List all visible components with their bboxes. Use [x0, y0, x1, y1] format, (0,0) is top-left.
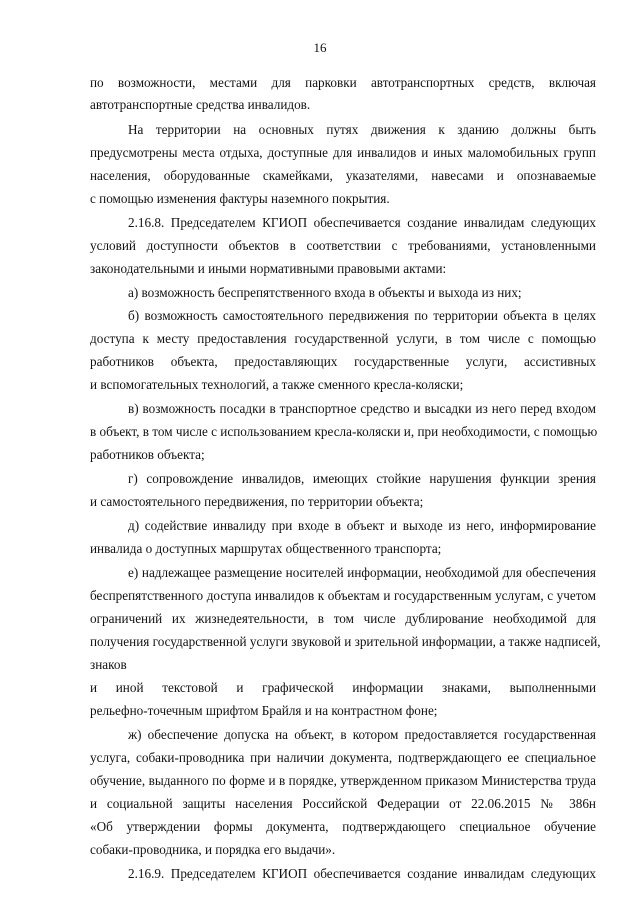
- text-line: беспрепятственного доступа инвалидов к объектам и государственным услугам, с учетом: [90, 588, 596, 603]
- text-line: населения, оборудованные скамейками, указателями, навесами и опознаваемые: [90, 168, 596, 183]
- text-line: работников объекта, предоставляющих государственные услуги, ассистивных: [90, 354, 596, 369]
- text-line: рельефно-точечным шрифтом Брайля и на контрастном фоне;: [90, 703, 438, 718]
- text-line: в объект, в том числе с использованием кресла-коляски и, при необходимости, с помощью: [90, 424, 598, 439]
- text-line: На территории на основных путях движения к зданию должны быть: [128, 122, 596, 137]
- text-line: услуга, собаки-проводника при наличии документа, подтверждающего ее специальное: [90, 750, 596, 765]
- text-line: и самостоятельного передвижения, по территории объекта;: [90, 494, 424, 509]
- text-line: «Об утверждении формы документа, подтверждающего специальное обучение: [90, 819, 596, 834]
- text-line: 2.16.8. Председателем КГИОП обеспечивается создание инвалидам следующих: [128, 215, 596, 230]
- text-line: и социальной защиты населения Российской Федерации от 22.06.2015 № 386н: [90, 796, 596, 811]
- text-line: в) возможность посадки в транспортное средство и высадки из него перед входом: [128, 401, 596, 416]
- text-line: с помощью изменения фактуры наземного покрытия.: [90, 191, 390, 206]
- text-line: предусмотрены места отдыха, доступные для инвалидов и иных маломобильных групп: [90, 145, 596, 160]
- text-line: ограничений их жизнедеятельности, в том числе дублирование необходимой для: [90, 611, 596, 626]
- text-line: автотранспортные средства инвалидов.: [90, 97, 311, 112]
- text-line: законодательными и иными нормативными правовыми актами:: [90, 261, 447, 276]
- text-line: и иной текстовой и графической информации знаками, выполненными: [90, 680, 596, 695]
- text-line: собаки-проводника, и порядка его выдачи».: [90, 842, 336, 857]
- text-line: и вспомогательных технологий, а также сменного кресла-коляски;: [90, 377, 464, 392]
- text-line: г) сопровождение инвалидов, имеющих стойкие нарушения функции зрения: [128, 471, 596, 486]
- text-line: д) содействие инвалиду при входе в объект и выходе из него, информирование: [128, 518, 596, 533]
- text-line: б) возможность самостоятельного передвижения по территории объекта в целях: [128, 308, 596, 323]
- text-line: ж) обеспечение допуска на объект, в котором предоставляется государственная: [128, 727, 596, 742]
- text-line: получения государственной услуги звуковой и зрительной информации, а также надписей,: [90, 634, 601, 649]
- page-number: 16: [313, 40, 327, 55]
- text-line: знаков: [90, 657, 127, 672]
- text-line: инвалида о доступных маршрутах общественного транспорта;: [90, 541, 442, 556]
- text-line: обучение, выданного по форме и в порядке, утвержденном приказом Министерства труда: [90, 773, 596, 788]
- text-line: по возможности, местами для парковки автотранспортных средств, включая: [90, 75, 596, 90]
- text-line: работников объекта;: [90, 447, 205, 462]
- text-line: 2.16.9. Председателем КГИОП обеспечивается создание инвалидам следующих: [128, 866, 596, 881]
- text-line: доступа к месту предоставления государственной услуги, в том числе с помощью: [90, 331, 596, 346]
- text-line: е) надлежащее размещение носителей информации, необходимой для обеспечения: [128, 565, 596, 580]
- text-line: условий доступности объектов в соответствии с требованиями, установленными: [90, 238, 596, 253]
- text-line: а) возможность беспрепятственного входа в объекты и выхода из них;: [128, 285, 522, 300]
